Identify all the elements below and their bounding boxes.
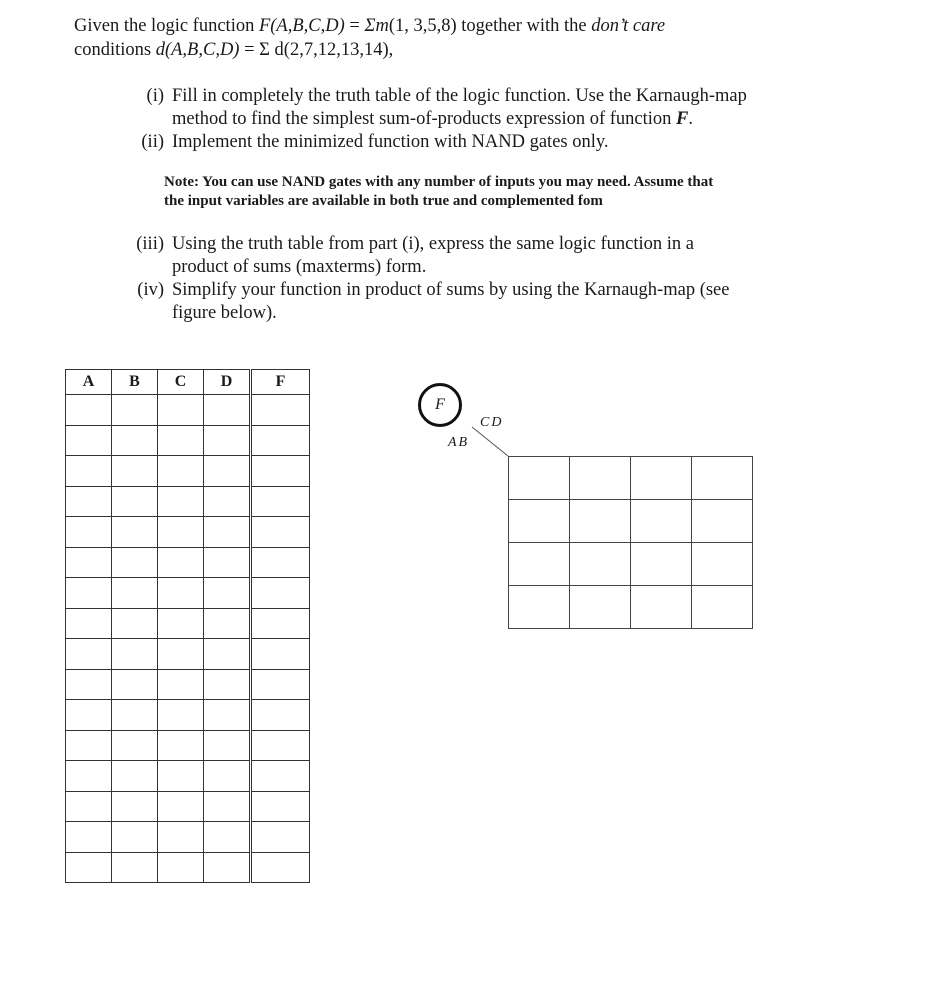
kmap-output-circle bbox=[418, 383, 462, 427]
truth-table-cell[interactable] bbox=[158, 547, 204, 578]
kmap-cell[interactable] bbox=[570, 543, 631, 586]
part-text bbox=[164, 233, 812, 279]
kmap-cell[interactable] bbox=[509, 500, 570, 543]
part-number: (ii) bbox=[141, 132, 164, 152]
part-ii bbox=[108, 131, 812, 154]
intro-line-1 bbox=[74, 14, 894, 38]
truth-table-cell[interactable] bbox=[66, 822, 112, 853]
truth-table-cell[interactable] bbox=[251, 456, 310, 487]
kmap-col-vars: CD bbox=[480, 415, 504, 430]
kmap-cell[interactable] bbox=[509, 543, 570, 586]
kmap-row bbox=[509, 500, 753, 543]
truth-table-row bbox=[66, 791, 310, 822]
truth-table-cell[interactable] bbox=[66, 395, 112, 426]
part-number: (iii) bbox=[136, 234, 164, 254]
parts-list-b bbox=[108, 233, 812, 325]
truth-table-cell[interactable] bbox=[204, 669, 251, 700]
truth-table-row bbox=[66, 822, 310, 853]
note-line: the input variables are available in both true and complemented fom bbox=[164, 193, 603, 209]
truth-table-cell[interactable] bbox=[251, 791, 310, 822]
truth-table-cell[interactable] bbox=[204, 395, 251, 426]
truth-table-cell[interactable] bbox=[204, 578, 251, 609]
truth-table-cell[interactable] bbox=[158, 822, 204, 853]
kmap-row bbox=[509, 457, 753, 500]
kmap-cell[interactable] bbox=[692, 543, 753, 586]
truth-table-cell[interactable] bbox=[158, 425, 204, 456]
truth-table-cell[interactable] bbox=[158, 395, 204, 426]
truth-table-cell[interactable] bbox=[158, 730, 204, 761]
kmap-cell[interactable] bbox=[509, 586, 570, 629]
truth-table-cell[interactable] bbox=[158, 608, 204, 639]
truth-table-cell[interactable] bbox=[204, 517, 251, 548]
dont-care-term: don’t care bbox=[591, 16, 666, 36]
truth-table-cell[interactable] bbox=[251, 486, 310, 517]
part-iii bbox=[108, 233, 812, 279]
note bbox=[164, 173, 804, 211]
truth-table-cell[interactable] bbox=[204, 486, 251, 517]
truth-table-cell[interactable] bbox=[204, 852, 251, 883]
truth-table-cell[interactable] bbox=[112, 761, 158, 792]
truth-table-cell[interactable] bbox=[204, 639, 251, 670]
intro-line-2 bbox=[74, 38, 894, 62]
truth-table-cell[interactable] bbox=[204, 608, 251, 639]
truth-table-cell[interactable] bbox=[112, 700, 158, 731]
truth-table-header bbox=[66, 370, 310, 395]
truth-table bbox=[65, 369, 310, 883]
truth-table-cell[interactable] bbox=[112, 639, 158, 670]
truth-table-row bbox=[66, 761, 310, 792]
truth-table-cell[interactable] bbox=[204, 761, 251, 792]
truth-table-cell[interactable] bbox=[204, 791, 251, 822]
truth-table-cell[interactable] bbox=[251, 761, 310, 792]
truth-table-cell[interactable] bbox=[251, 700, 310, 731]
truth-table-cell[interactable] bbox=[204, 700, 251, 731]
truth-table-cell[interactable] bbox=[112, 395, 158, 426]
part-iv bbox=[108, 279, 812, 325]
truth-table-cell[interactable] bbox=[251, 547, 310, 578]
kmap-row bbox=[509, 543, 753, 586]
intro-text: (1, 3,5,8) together with the bbox=[388, 16, 592, 36]
truth-table-cell[interactable] bbox=[204, 730, 251, 761]
truth-table-row bbox=[66, 669, 310, 700]
truth-table-cell[interactable] bbox=[66, 791, 112, 822]
kmap-cell[interactable] bbox=[631, 543, 692, 586]
truth-table-cell[interactable] bbox=[251, 395, 310, 426]
truth-table-cell[interactable] bbox=[66, 425, 112, 456]
truth-table-cell[interactable] bbox=[112, 669, 158, 700]
kmap-cell[interactable] bbox=[631, 500, 692, 543]
truth-table-cell[interactable] bbox=[158, 791, 204, 822]
kmap-cell[interactable] bbox=[631, 586, 692, 629]
truth-table-cell[interactable] bbox=[204, 822, 251, 853]
part-i bbox=[108, 85, 812, 131]
truth-table-cell[interactable] bbox=[112, 852, 158, 883]
parts-list-a bbox=[108, 85, 812, 154]
truth-table-row bbox=[66, 425, 310, 456]
kmap-cell[interactable] bbox=[570, 586, 631, 629]
kmap-cell[interactable] bbox=[692, 586, 753, 629]
truth-table-row bbox=[66, 578, 310, 609]
truth-table-row bbox=[66, 730, 310, 761]
truth-table-cell[interactable] bbox=[158, 578, 204, 609]
part-line: Simplify your function in product of sums by using the Karnaugh-map (see bbox=[172, 280, 730, 300]
truth-table-cell[interactable] bbox=[66, 608, 112, 639]
truth-table-cell[interactable] bbox=[251, 852, 310, 883]
part-text bbox=[164, 279, 812, 325]
truth-table-cell[interactable] bbox=[204, 456, 251, 487]
truth-table-cell[interactable] bbox=[158, 517, 204, 548]
truth-table-cell[interactable] bbox=[66, 700, 112, 731]
truth-table-cell[interactable] bbox=[66, 852, 112, 883]
header-a: A bbox=[66, 370, 112, 395]
part-number: (i) bbox=[146, 86, 164, 106]
part-line: Fill in completely the truth table of the logic function. Use the Karnaugh-map bbox=[172, 86, 747, 106]
part-number: (iv) bbox=[137, 280, 164, 300]
truth-table-cell[interactable] bbox=[158, 639, 204, 670]
truth-table-cell[interactable] bbox=[66, 456, 112, 487]
truth-table-row bbox=[66, 639, 310, 670]
header-d: D bbox=[204, 370, 251, 395]
truth-table-cell[interactable] bbox=[158, 761, 204, 792]
kmap-cell[interactable] bbox=[692, 500, 753, 543]
truth-table-row bbox=[66, 456, 310, 487]
truth-table-cell[interactable] bbox=[112, 517, 158, 548]
truth-table-cell[interactable] bbox=[66, 669, 112, 700]
intro-text: = bbox=[344, 16, 365, 36]
part-text bbox=[164, 131, 812, 154]
truth-table-cell[interactable] bbox=[66, 639, 112, 670]
kmap-cell[interactable] bbox=[692, 457, 753, 500]
truth-table-cell[interactable] bbox=[112, 547, 158, 578]
truth-table-cell[interactable] bbox=[66, 486, 112, 517]
kmap-row-vars: AB bbox=[448, 435, 470, 450]
intro-text: conditions bbox=[74, 40, 156, 60]
truth-table-cell[interactable] bbox=[112, 791, 158, 822]
note-line: Note: You can use NAND gates with any number of inputs you may need. Assume that bbox=[164, 174, 714, 190]
header-b: B bbox=[112, 370, 158, 395]
truth-table-cell[interactable] bbox=[158, 669, 204, 700]
truth-table-cell[interactable] bbox=[112, 425, 158, 456]
truth-table-row bbox=[66, 486, 310, 517]
truth-table-body bbox=[66, 395, 310, 883]
header-c: C bbox=[158, 370, 204, 395]
truth-table-cell[interactable] bbox=[204, 425, 251, 456]
truth-table-row bbox=[66, 608, 310, 639]
truth-table-cell[interactable] bbox=[112, 486, 158, 517]
minterm-sum: Σm bbox=[364, 16, 389, 36]
truth-table-cell[interactable] bbox=[112, 730, 158, 761]
truth-table-cell[interactable] bbox=[66, 578, 112, 609]
truth-table-row bbox=[66, 517, 310, 548]
kmap-cell[interactable] bbox=[631, 457, 692, 500]
truth-table-cell[interactable] bbox=[158, 456, 204, 487]
function-name: F(A,B,C,D) bbox=[258, 16, 345, 36]
truth-table-cell[interactable] bbox=[251, 517, 310, 548]
dont-care-function: d(A,B,C,D) bbox=[155, 40, 240, 60]
truth-table-cell[interactable] bbox=[251, 425, 310, 456]
truth-table-cell[interactable] bbox=[251, 669, 310, 700]
truth-table-cell[interactable] bbox=[251, 578, 310, 609]
kmap-output-label: F bbox=[435, 396, 445, 413]
truth-table-cell[interactable] bbox=[66, 547, 112, 578]
truth-table-cell[interactable] bbox=[66, 730, 112, 761]
header-f: F bbox=[251, 370, 310, 395]
truth-table-row bbox=[66, 395, 310, 426]
truth-table-cell[interactable] bbox=[158, 486, 204, 517]
problem-intro bbox=[74, 14, 894, 62]
part-line: product of sums (maxterms) form. bbox=[172, 257, 427, 277]
truth-table-cell[interactable] bbox=[158, 700, 204, 731]
truth-table-cell[interactable] bbox=[204, 547, 251, 578]
kmap-cell[interactable] bbox=[509, 457, 570, 500]
kmap-row bbox=[509, 586, 753, 629]
part-text bbox=[164, 85, 812, 131]
intro-text: = Σ d(2,7,12,13,14), bbox=[239, 40, 394, 60]
truth-table-cell[interactable] bbox=[251, 822, 310, 853]
truth-table-cell[interactable] bbox=[66, 517, 112, 548]
truth-table-row bbox=[66, 852, 310, 883]
truth-table-row bbox=[66, 547, 310, 578]
truth-table-cell[interactable] bbox=[112, 608, 158, 639]
truth-table-row bbox=[66, 700, 310, 731]
truth-table-cell[interactable] bbox=[112, 578, 158, 609]
truth-table-cell[interactable] bbox=[66, 761, 112, 792]
part-line: figure below). bbox=[172, 303, 277, 323]
truth-table-cell[interactable] bbox=[158, 852, 204, 883]
kmap-cell[interactable] bbox=[570, 500, 631, 543]
part-line: Using the truth table from part (i), express the same logic function in a bbox=[172, 234, 694, 254]
part-line: method to find the simplest sum-of-products expression of function F. bbox=[172, 109, 694, 129]
kmap-grid bbox=[508, 456, 753, 629]
intro-text: Given the logic function bbox=[74, 16, 259, 36]
truth-table-cell[interactable] bbox=[251, 730, 310, 761]
truth-table-cell[interactable] bbox=[112, 822, 158, 853]
part-line: Implement the minimized function with NAND gates only. bbox=[172, 132, 609, 152]
truth-table-cell[interactable] bbox=[251, 639, 310, 670]
kmap-cell[interactable] bbox=[570, 457, 631, 500]
kmap-corner-diagonal bbox=[470, 425, 510, 458]
truth-table-cell[interactable] bbox=[112, 456, 158, 487]
truth-table-cell[interactable] bbox=[251, 608, 310, 639]
